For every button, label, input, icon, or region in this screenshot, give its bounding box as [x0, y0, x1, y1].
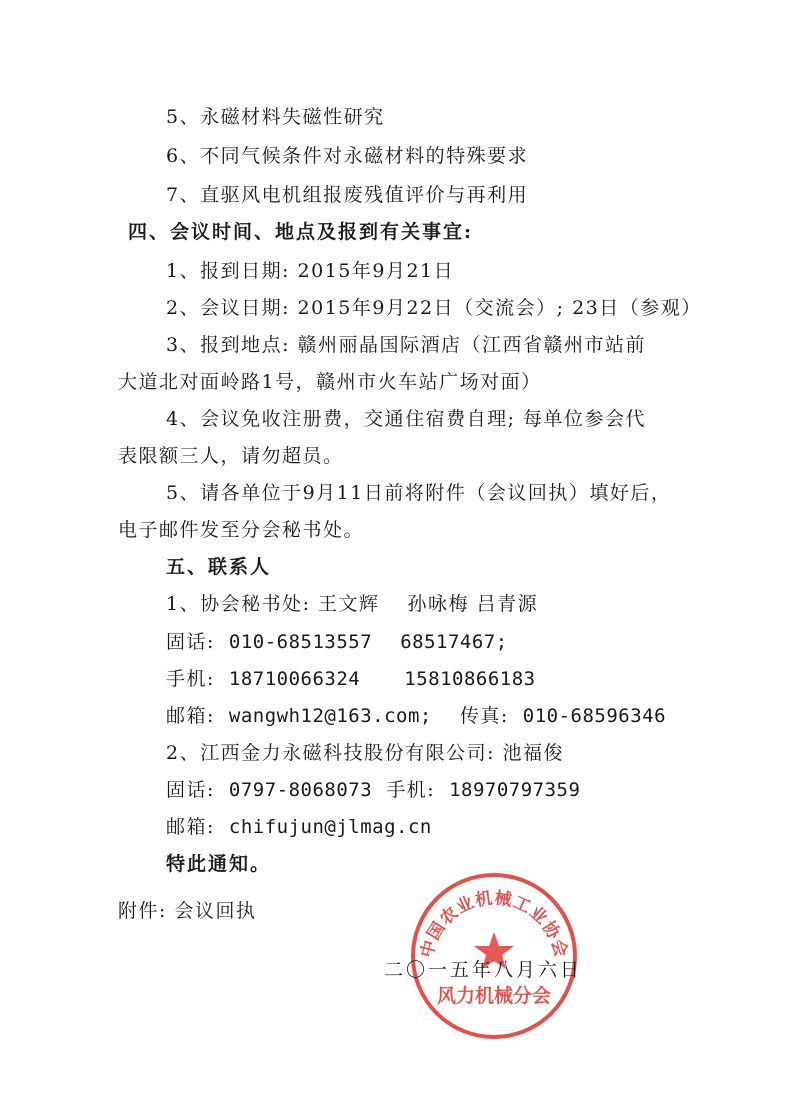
attachment-note: 附件: 会议回执 — [118, 900, 257, 922]
email-address: wangwh12@163.com; — [228, 705, 432, 727]
contact-2-company: 2、江西金力永磁科技股份有限公司: 池福俊 — [166, 742, 565, 764]
section-4-item-3-line-1: 3、报到地点: 赣州丽晶国际酒店（江西省赣州市站前 — [166, 334, 647, 356]
contact-1-secretariat — [166, 592, 538, 616]
phone-number: 0797-8068073 — [228, 779, 373, 801]
section-4-item-2: 2、会议日期: 2015年9月22日（交流会）; 23日（参观） — [166, 297, 702, 319]
contact-1-names: 孙咏梅 吕青源 — [407, 593, 539, 615]
email-label: 邮箱: — [166, 816, 215, 838]
section-4-item-1: 1、报到日期: 2015年9月21日 — [166, 260, 455, 282]
seal-inner-text: 风力机械分会 — [436, 985, 552, 1007]
section-5-heading: 五、联系人 — [166, 556, 272, 578]
phone-number-1: 010-68513557 — [228, 631, 373, 653]
contact-1-email-row — [166, 704, 666, 728]
email-address: chifujun@jlmag.cn — [228, 816, 432, 838]
section-4-item-4-line-1: 4、会议免收注册费，交通住宿费自理; 每单位参会代 — [166, 408, 647, 430]
contact-1-mobile-row — [166, 667, 536, 691]
contact-1-label: 1、协会秘书处: 王文辉 — [166, 593, 380, 615]
phone-number-2: 68517467; — [400, 631, 508, 653]
fax-label: 传真: — [459, 705, 509, 727]
mobile-number-2: 15810866183 — [404, 668, 536, 690]
mobile-number: 18970797359 — [449, 779, 581, 801]
fax-number: 010-68596346 — [522, 705, 667, 727]
topic-6: 6、不同气候条件对永磁材料的特殊要求 — [166, 145, 529, 167]
section-4-item-4-line-2: 表限额三人，请勿超员。 — [118, 445, 344, 467]
phone-label: 固话: — [166, 631, 215, 653]
topic-5: 5、永磁材料失磁性研究 — [166, 106, 385, 128]
official-seal-stamp — [408, 870, 580, 1042]
topic-7: 7、直驱风电机组报废残值评价与再利用 — [166, 184, 529, 206]
issue-date: 二〇一五年八月六日 — [384, 959, 583, 981]
email-label: 邮箱: — [166, 705, 215, 727]
mobile-label: 手机: — [386, 779, 436, 801]
closing-notice: 特此通知。 — [166, 853, 272, 875]
section-4-item-5-line-2: 电子邮件发至分会秘书处。 — [118, 519, 365, 541]
section-4-item-5-line-1: 5、请各单位于9月11日前将附件（会议回执）填好后， — [166, 482, 672, 504]
mobile-label: 手机: — [166, 668, 215, 690]
seal-outer-text: 中国农业机械工业协会 — [417, 888, 571, 960]
mobile-number-1: 18710066324 — [228, 668, 361, 690]
section-4-heading: 四、会议时间、地点及报到有关事宜: — [128, 221, 474, 243]
contact-1-phone-row — [166, 630, 508, 654]
phone-label: 固话: — [166, 779, 215, 801]
section-4-item-3-line-2: 大道北对面岭路1号，赣州市火车站广场对面） — [118, 371, 542, 393]
contact-2-email-row — [166, 815, 432, 839]
contact-2-phone-row — [166, 778, 580, 802]
